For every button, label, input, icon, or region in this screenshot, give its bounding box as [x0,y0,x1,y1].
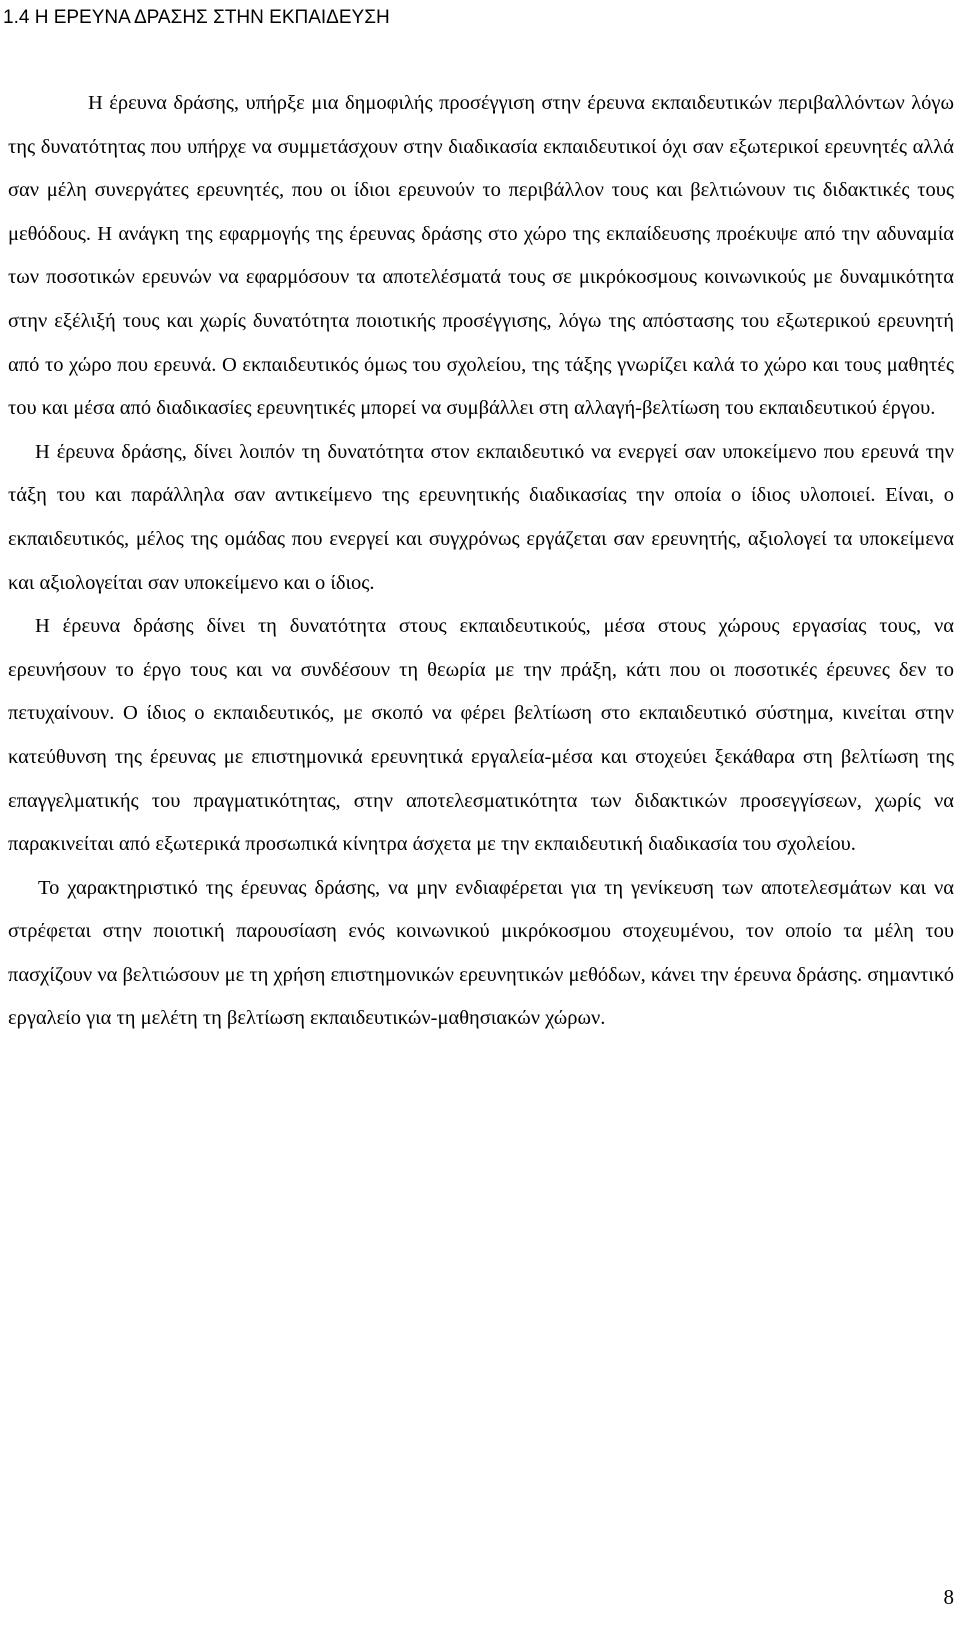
paragraph-3: Η έρευνα δράσης δίνει τη δυνατότητα στους εκπαιδευτικούς, μέσα στους χώρους εργασίας τους, να ερευνήσουν το έργο τους και να συνδέσουν τη θεωρία με την πράξη, κάτι που οι ποσοτικές έρευνες δεν το πετυχαίνουν. Ο ίδιος ο εκπαιδευτικός, με σκοπό να φέρει βελτίωση στο εκπαιδευτικό σύστημα, κινείται στην κατεύθυνση της έρευνας με επιστημονικά ερευνητικά εργαλεία-μέσα και στοχεύει ξεκάθαρα στη βελτίωση της επαγγελματικής του πραγματικότητας, στην αποτελεσματικότητα των διδακτικών προσεγγίσεων, χωρίς να παρακινείται από εξωτερικά προσωπικά κίνητρα άσχετα με την εκπαιδευτική διαδικασία του σχολείου. [8,615,954,856]
paragraph-2: Η έρευνα δράσης, δίνει λοιπόν τη δυνατότητα στον εκπαιδευτικό να ενεργεί σαν υποκείμενο που ερευνά την τάξη του και παράλληλα σαν αντικείμενο της ερευνητικής διαδικασίας την οποία ο ίδιος υλοποιεί. Είναι, ο εκπαιδευτικός, μέλος της ομάδας που ενεργεί και συγχρόνως εργάζεται σαν ερευνητής, αξιολογεί τα υποκείμενα και αξιολογείται σαν υποκείμενο και ο ίδιος. [8,440,954,594]
paragraph-4: Το χαρακτηριστικό της έρευνας δράσης, να μην ενδιαφέρεται για τη γενίκευση των αποτελεσμάτων και να στρέφεται στην ποιοτική παρουσίαση ενός κοινωνικού μικρόκοσμου στοχευμένου, τον οποίο τα μέλη του πασχίζουν να βελτιώσουν με τη χρήση επιστημονικών ερευνητικών μεθόδων, κάνει την έρευνα δράσης. σημαντικό εργαλείο για τη μελέτη τη βελτίωση εκπαιδευτικών-μαθησιακών χώρων. [8,876,954,1030]
document-body [8,82,954,1041]
paragraph-1: Η έρευνα δράσης, υπήρξε μια δημοφιλής προσέγγιση στην έρευνα εκπαιδευτικών περιβαλλόντων λόγω της δυνατότητας που υπήρχε να συμμετάσχουν στην διαδικασία εκπαιδευτικοί όχι σαν εξωτερικοί ερευνητές αλλά σαν μέλη συνεργάτες ερευνητές, που οι ίδιοι ερευνούν το περιβάλλον τους και βελτιώνουν τις διδακτικές τους μεθόδους. Η ανάγκη της εφαρμογής της έρευνας δράσης στο χώρο της εκπαίδευσης προέκυψε από την αδυναμία των ποσοτικών ερευνών να εφαρμόσουν τα αποτελέσματά τους σε μικρόκοσμους κοινωνικούς με δυναμικότητα στην εξέλιξή τους και χωρίς δυνατότητα ποιοτικής προσέγγισης, λόγω της απόστασης του εξωτερικού ερευνητή από το χώρο που ερευνά. Ο εκπαιδευτικός όμως του σχολείου, της τάξης γνωρίζει καλά το χώρο και τους μαθητές του και μέσα από διαδικασίες ερευνητικές μπορεί να συμβάλλει στη αλλαγή-βελτίωση του εκπαιδευτικού έργου. [8,92,954,420]
page-number: 8 [943,1585,954,1609]
section-heading: 1.4 Η ΕΡΕΥΝΑ ΔΡΑΣΗΣ ΣΤΗΝ ΕΚΠΑΙΔΕΥΣΗ [3,7,390,28]
